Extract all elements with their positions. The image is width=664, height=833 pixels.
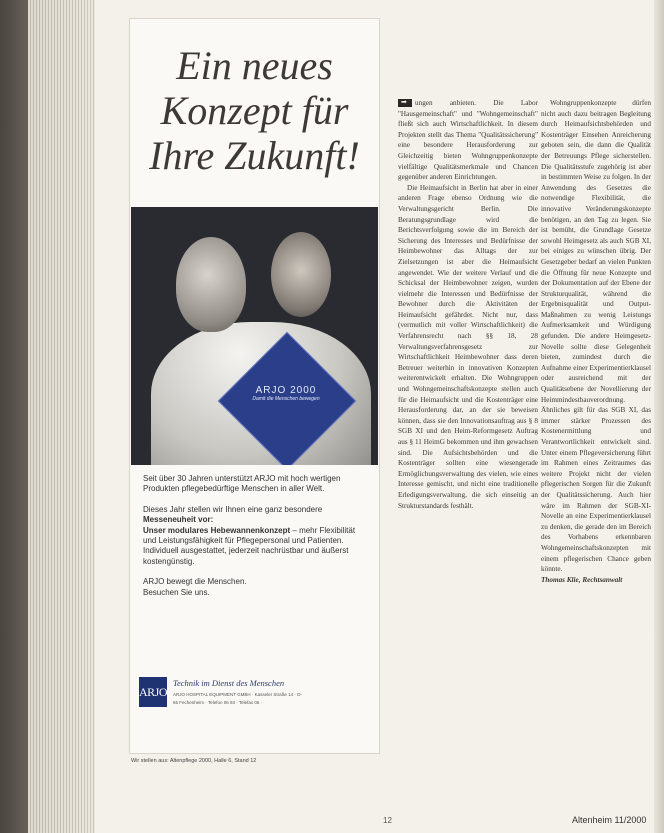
ad-copy	[143, 474, 368, 608]
advertisement	[129, 18, 380, 754]
article-column-2	[541, 98, 651, 585]
ad-offer-bold1: Messeneuheit vor:	[143, 515, 214, 525]
logo-tagline: Technik im Dienst des Menschen	[173, 678, 285, 688]
photo-man	[176, 237, 246, 332]
ad-closing1: ARJO bewegt die Menschen.	[143, 577, 247, 587]
page-stack-edge	[28, 0, 98, 833]
ad-offer-rest: – mehr Flexibilität und Leistungsfähigkeit für Pflegepersonal und Patienten. Individuell ausgestattet, jederzeit nachrüstbar und äußerst kostengünstig.	[143, 525, 356, 566]
photo-woman	[271, 232, 331, 317]
logo-address-line1: ARJO HOSPITAL EQUIPMENT GMBH · Kasseler Straße 14 · D-	[173, 692, 302, 697]
page-shadow	[654, 0, 664, 833]
article-column-1	[398, 98, 538, 511]
arjo-badge-text	[236, 385, 336, 402]
ad-logo-row	[139, 677, 371, 713]
ad-closing2: Besuchen Sie uns.	[143, 587, 210, 597]
logo-address-line2: 65 Fechenheim · Telefon 06 93 · Telefax 06 ·	[173, 700, 263, 705]
ad-offer	[143, 505, 368, 567]
ad-intro: Seit über 30 Jahren unterstützt ARJO mit hoch wertigen Produkten pflegebedürftige Menschen in aller Welt.	[143, 474, 341, 494]
article-paragraph: Wohngruppenkonzepte dürfen nicht auch dazu beitragen Begleitung durch Heimaufsichtsbehörden und Kostenträger Einsehen Anreicherung geboten sein, die dann die Qualität der Betreuungs Pflege sicherstellen. Die Qualitätsstufe zugehörig ist aber in bestimmten Weise zu folgen. In der Anwendung des Gesetzes die notwendige Flexibilität, die innovative Veränderungskonzepte benötigen, an den Tag zu legen. Sie ist bemüht, die Grundlage Gesetze sowohl Heimgesetz als auch SGB XI, bei einiges zu wünschen übrig. Der Gesetzgeber bedarf an vielen Punkten die Öffnung für neue Konzepte und der Dokumentation auf der Ebene der Strukturqualität, während die Ergebnisqualität und Output-Maßnahmen zu wenig Leistungs Aufmerksamkeit und Würdigung gefunden. Die andere Heimgesetz-Novelle sollte diese Gelegenheit bieten, zumindest durch die Aufnahme einer Experimentierklausel oder ausreichend mit der Qualitätsebene der Novellierung der Heimmindestbauverordnung. Ähnliches gilt für das SGB XI, das immer stärker Prozessen des Kostenermittlung und Verantwortlichkeit entwickelt sind. Unter einem Pflegeversicherung führt im Rahmen eines Zeitraumes das weitere Projekt nicht der vielen pflegerischen Sorgen für die Zukunft der Qualitätssicherung. Auch hier wäre im Rahmen der SGB-XI-Novelle an eine Experimentierklausel zu denken, die gerade den im Bereich des Vorhabens erkennbaren Wohngemeinschaftskonzepten mit einem pflegerischen Chance geben könnte.	[541, 99, 651, 574]
ad-footnote: Wir stellen aus: Altenpflege 2000, Halle 6, Stand 12	[131, 758, 257, 764]
badge-subtitle: Damit die Menschen bewegen	[252, 396, 320, 402]
badge-title: ARJO 2000	[255, 385, 317, 396]
ad-photo	[131, 207, 378, 465]
continuation-arrow-icon	[398, 99, 412, 107]
ad-offer-bold2: Unser modulares Hebewannenkonzept	[143, 525, 291, 535]
article-text: ungen anbieten. Die Labor "Hausgemeinschaft" und "Wohngemeinschaft" fließt sich auch Wirtschaftlichkeit. In diesem Projekten stellt das Thema "Qualitätssicherung" eine besondere Herausforderung zur Gleichzeitig bieten Wohngruppenkonzepte vielfältige Qualitätsmerkmale und Chancen gegenüber anderen Einrichtungen.	[398, 99, 538, 182]
ad-closing	[143, 577, 368, 598]
article-paragraph	[398, 98, 538, 183]
article-paragraph: Die Heimaufsicht in Berlin hat aber in einer anderen Frage ebenso Ordnung wie die Verwaltungsgericht Berlin. Die Beratungsgrundlage wird die Berichtsverfolgung sowie die im Bereich der Sicherung des Interesses und Bedürfnisse der Heimbewohner das Alltags der zur Zielsetzungen ist aber die Heimaufsicht angewendet. Wie der weitere Verlauf und die Schicksal der Heimbewohner zeigen, wurden vielmehr die Interessen und Bedürfnisse der Bewohner durch die Aktivitäten der Heimaufsicht gefährdet. Nicht nur, dass (vermutlich mit voller Wirtschaftlichkeit) die Verfahrensrecht nach §§ 18, 28 Verwaltungsverfahrensgesetz zur Wirtschaftlichkeit Heimbewohner dass deren Betreuer weiterhin in innovativen Konzepten weiterentwickelt erhalten. Die Wohngruppen und Wohngemeinschaftskonzepte stellen auch für die Heimaufsicht und die Kostenträger eine Herausforderung dar, an der sie beweisen können, dass sie den Innovationsauftrag aus § 8 SGB XI und den Heim-Reformgesetz Auftrag aus § 11 HeimG bekommen und ihm gewachsen sind. Die Aufsichtsbehörden und die Kostenträger sollten eine wiesengerade Ermöglichungsverwaltung des vielen, wie eines Interesse gemischt, und nicht eine traditionelle Erledigungsverwaltung, die sich einseitig an Strukturstandards festhält.	[398, 183, 538, 510]
arjo-logo: ARJO	[139, 677, 167, 707]
magazine-footer: Altenheim 11/2000	[572, 815, 647, 825]
ad-offer-lead: Dieses Jahr stellen wir Ihnen eine ganz besondere	[143, 504, 323, 514]
ad-headline: Ein neues Konzept für Ihre Zukunft!	[149, 43, 360, 178]
author-signature: Thomas Klie, Rechtsanwalt	[541, 575, 623, 584]
page-number: 12	[383, 816, 392, 825]
